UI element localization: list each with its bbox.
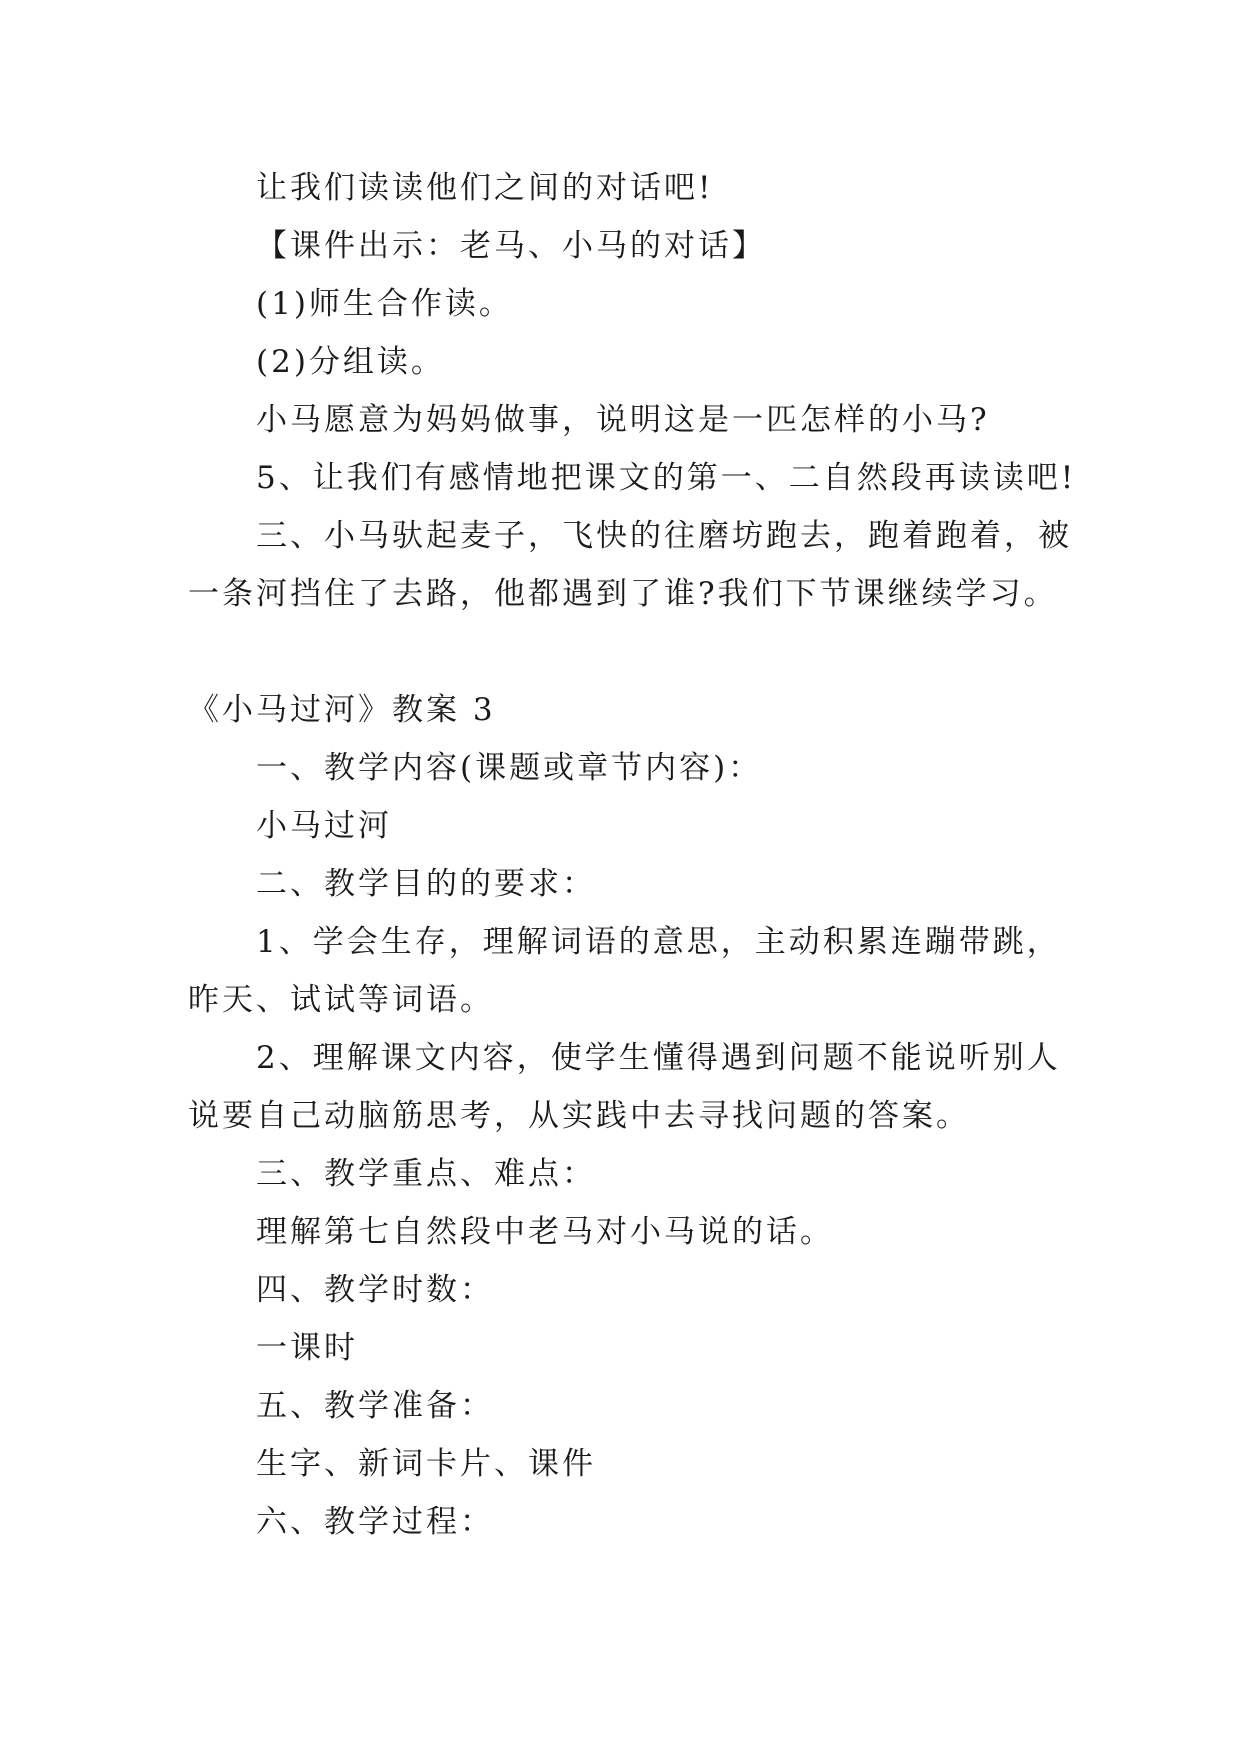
paragraph-line: 1、学会生存，理解词语的意思，主动积累连蹦带跳， (256, 924, 1061, 960)
paragraph-line: 【课件出示：老马、小马的对话】 (256, 228, 766, 264)
paragraph-line: 六、教学过程： (256, 1504, 494, 1540)
paragraph-line: 小马过河 (256, 808, 392, 844)
paragraph-line: 一、教学内容(课题或章节内容)： (256, 750, 763, 786)
paragraph-line: 一条河挡住了去路，他都遇到了谁?我们下节课继续学习。 (188, 576, 1058, 612)
paragraph-line: (1)师生合作读。 (256, 286, 513, 322)
section-title: 《小马过河》教案 3 (188, 692, 496, 728)
paragraph-line: (2)分组读。 (256, 344, 445, 380)
paragraph-line: 5、让我们有感情地把课文的第一、二自然段再读读吧! (256, 460, 1077, 496)
paragraph-line: 四、教学时数： (256, 1272, 494, 1308)
paragraph-line: 昨天、试试等词语。 (188, 982, 494, 1018)
paragraph-line: 小马愿意为妈妈做事，说明这是一匹怎样的小马? (256, 402, 990, 438)
paragraph-line: 二、教学目的的要求： (256, 866, 596, 902)
paragraph-line: 三、小马驮起麦子，飞快的往磨坊跑去，跑着跑着，被 (256, 518, 1072, 554)
paragraph-line: 理解第七自然段中老马对小马说的话。 (256, 1214, 834, 1250)
paragraph-line: 生字、新词卡片、课件 (256, 1446, 596, 1482)
paragraph-line: 让我们读读他们之间的对话吧! (256, 170, 714, 206)
paragraph-line: 说要自己动脑筋思考，从实践中去寻找问题的答案。 (188, 1098, 970, 1134)
paragraph-line: 一课时 (256, 1330, 358, 1366)
paragraph-line: 五、教学准备： (256, 1388, 494, 1424)
paragraph-line: 三、教学重点、难点： (256, 1156, 596, 1192)
paragraph-line: 2、理解课文内容，使学生懂得遇到问题不能说听别人 (256, 1040, 1061, 1076)
